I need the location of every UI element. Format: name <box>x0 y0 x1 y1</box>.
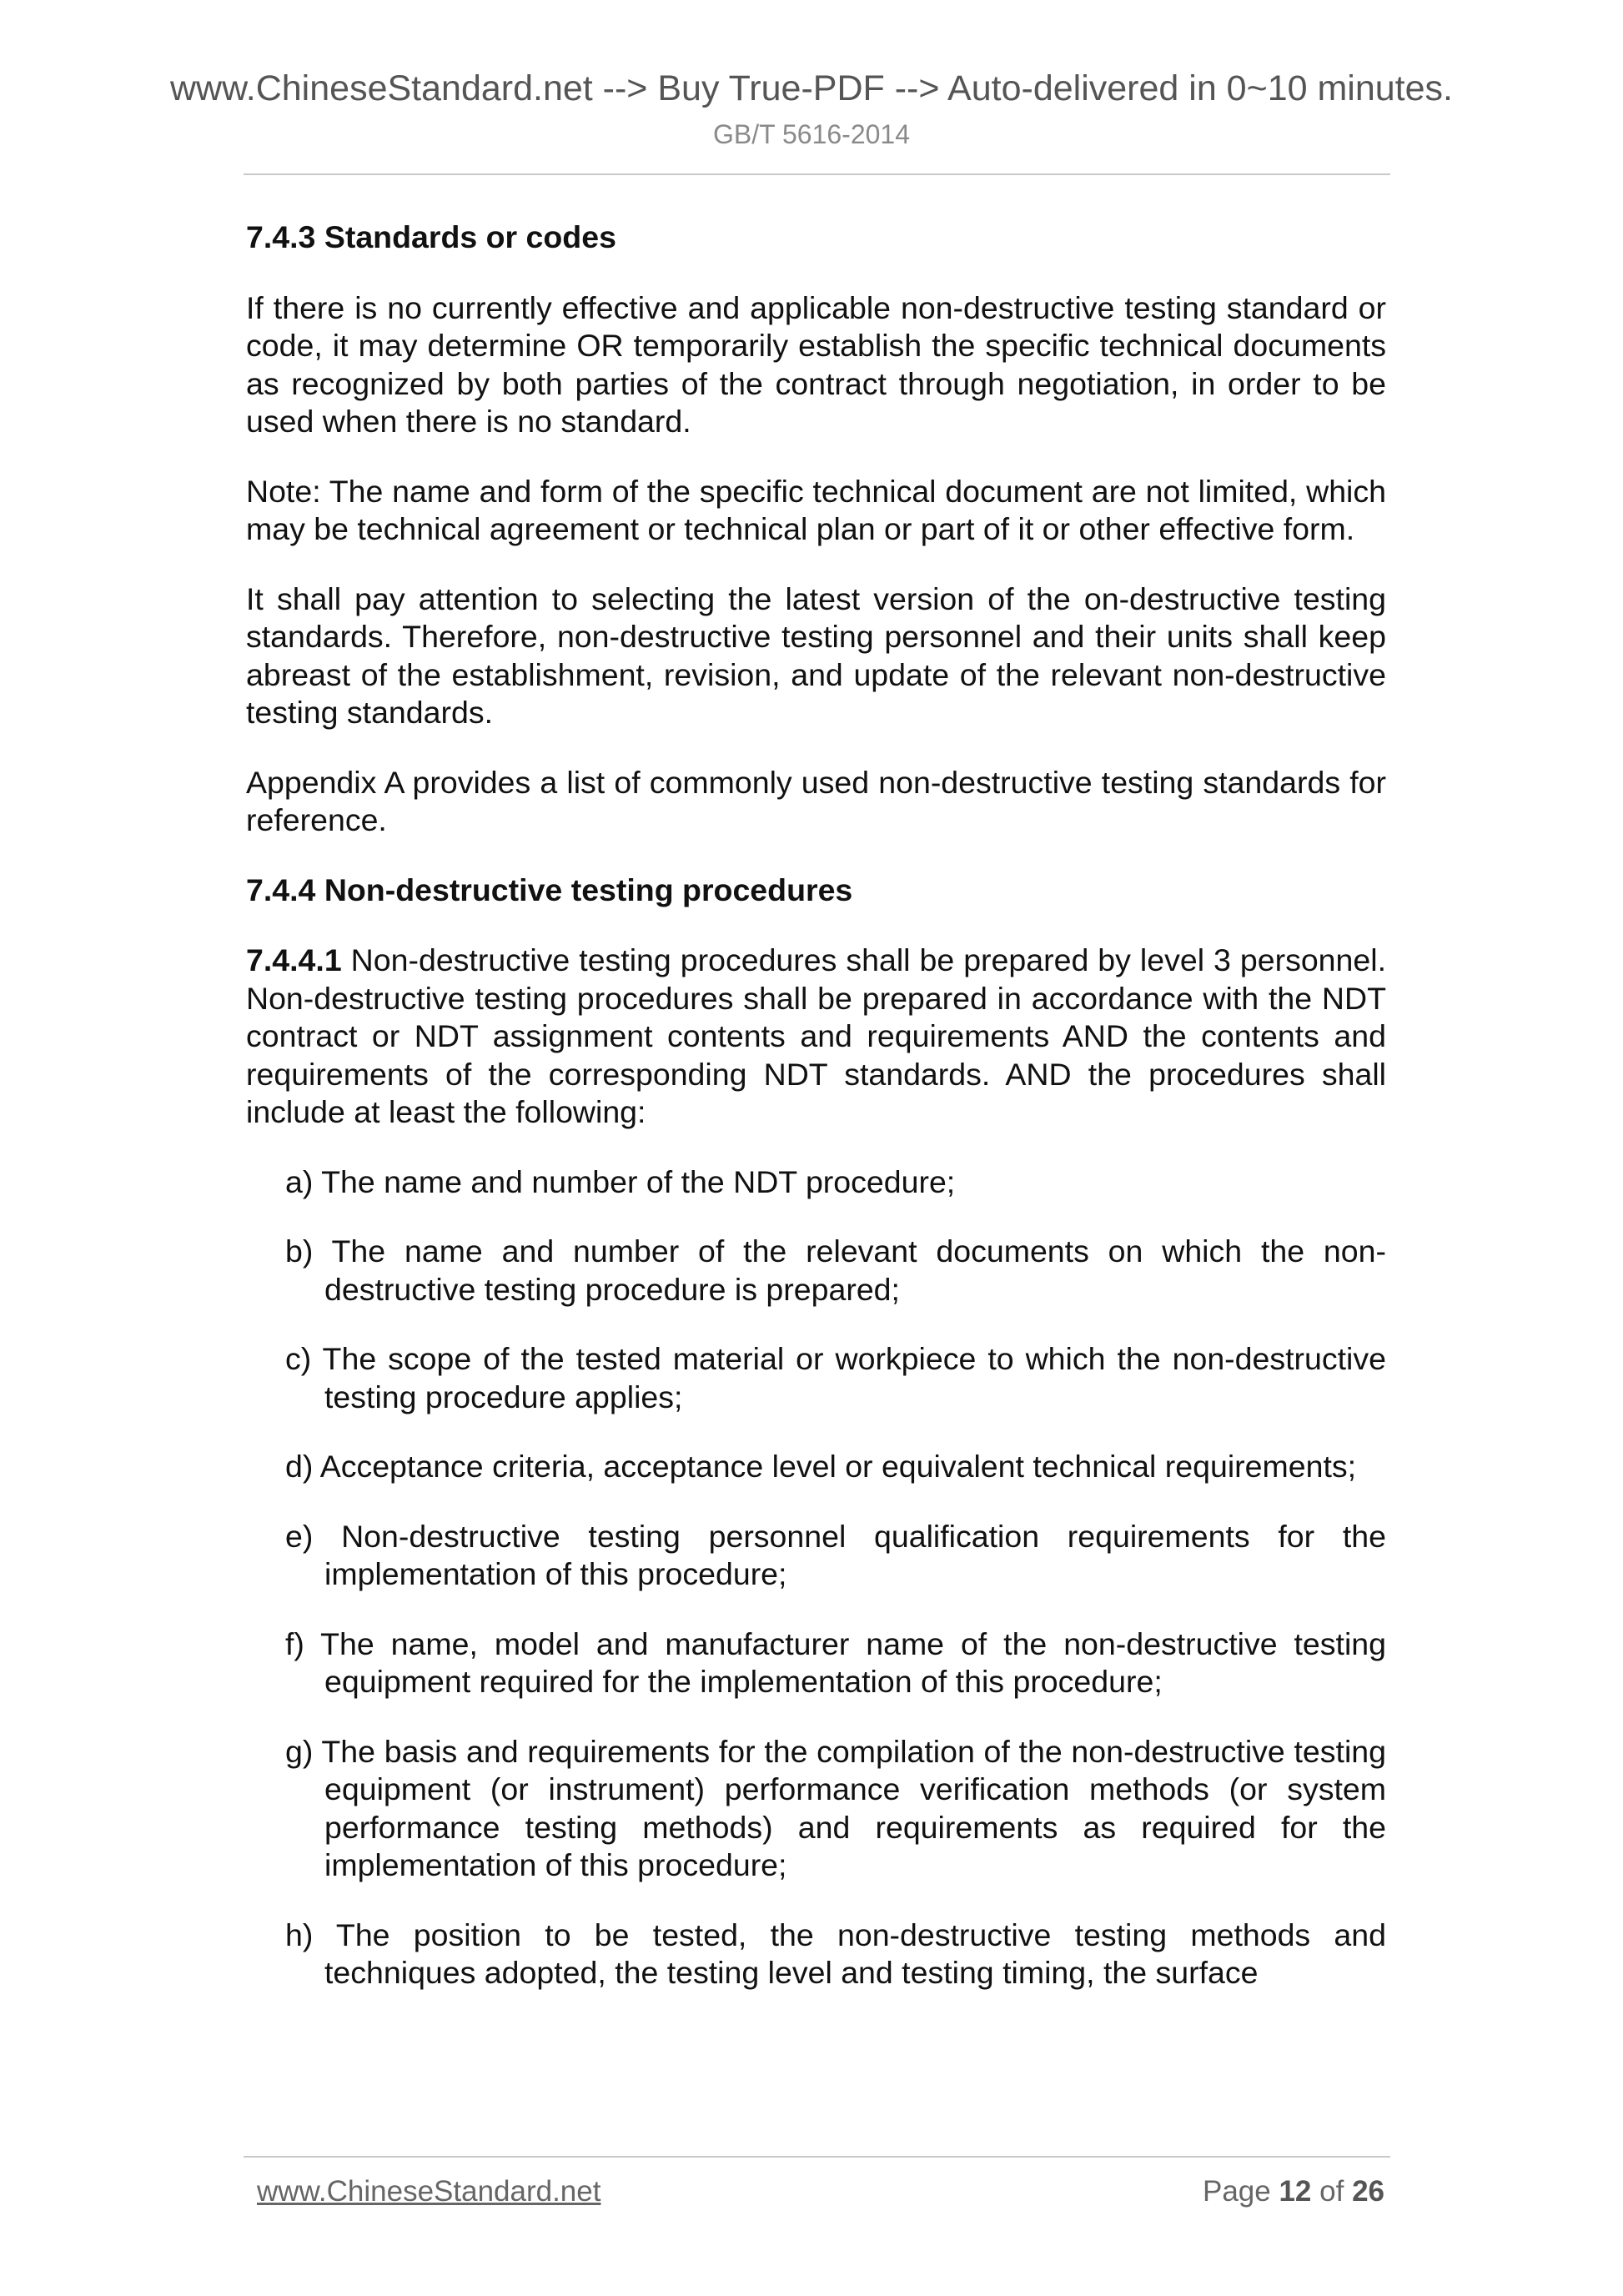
footer-website-link[interactable]: www.ChineseStandard.net <box>257 2175 601 2208</box>
list-item: e) Non-destructive testing personnel qualification requirements for the implementation of this procedure; <box>285 1518 1386 1591</box>
list-item: g) The basis and requirements for the compilation of the non-destructive testing equipment (or instrument) performance verification methods (or system performance testing methods) and requirements as required for the implementation of this procedure; <box>285 1733 1386 1882</box>
header-banner: www.ChineseStandard.net --> Buy True-PDF --> Auto-delivered in 0~10 minutes. <box>169 68 1453 108</box>
clause-text: Non-destructive testing procedures shall be prepared by level 3 personnel. Non-destructive testing procedures shall be prepared in accordance with the NDT contract or NDT assignment contents and requirements AND the contents and requirements of the corresponding NDT standards. AND the procedures shall include at least the following: <box>246 942 1386 1129</box>
section-heading-7-4-4: 7.4.4 Non-destructive testing procedures <box>246 872 853 907</box>
clause-number: 7.4.4.1 <box>246 942 342 977</box>
clause-7-4-4-1 <box>246 942 1386 1132</box>
page-content <box>246 219 1386 2024</box>
page-number <box>1203 2173 1384 2210</box>
list-item: h) The position to be tested, the non-destructive testing methods and techniques adopted, the testing level and testing timing, the surface <box>285 1917 1386 1990</box>
current-page: 12 <box>1279 2175 1312 2208</box>
section-heading-7-4-3: 7.4.3 Standards or codes <box>246 219 616 254</box>
page-label: Page <box>1202 2175 1271 2208</box>
document-code: GB/T 5616-2014 <box>712 119 910 149</box>
list-item: a) The name and number of the NDT procedure; <box>285 1163 956 1199</box>
paragraph-appendix-a: Appendix A provides a list of commonly used non-destructive testing standards for reference. <box>246 764 1386 837</box>
footer-divider <box>244 2156 1390 2158</box>
list-item: b) The name and number of the relevant documents on which the non-destructive testing procedure is prepared; <box>285 1233 1386 1307</box>
paragraph-latest-version: It shall pay attention to selecting the latest version of the on-destructive testing standards. Therefore, non-destructive testing personnel and their units shall keep abreast of the establishment, revision, and update of the relevant non-destructive testing standards. <box>246 580 1386 730</box>
note-paragraph: Note: The name and form of the specific technical document are not limited, which may be technical agreement or technical plan or part of it or other effective form. <box>246 473 1386 546</box>
of-label: of <box>1319 2175 1344 2208</box>
header-divider <box>244 173 1390 175</box>
procedure-requirements-list <box>246 1163 1386 1992</box>
list-item: d) Acceptance criteria, acceptance level or equivalent technical requirements; <box>285 1449 1357 1484</box>
total-pages: 26 <box>1352 2175 1384 2208</box>
paragraph-standards: If there is no currently effective and applicable non-destructive testing standard or code, it may determine OR temporarily establish the specific technical documents as recognized by both parties of the contract through negotiation, in order to be used when there is no standard. <box>246 289 1386 439</box>
list-item: c) The scope of the tested material or workpiece to which the non-destructive testing procedure applies; <box>285 1341 1386 1414</box>
list-item: f) The name, model and manufacturer name of the non-destructive testing equipment required for the implementation of this procedure; <box>285 1625 1386 1699</box>
